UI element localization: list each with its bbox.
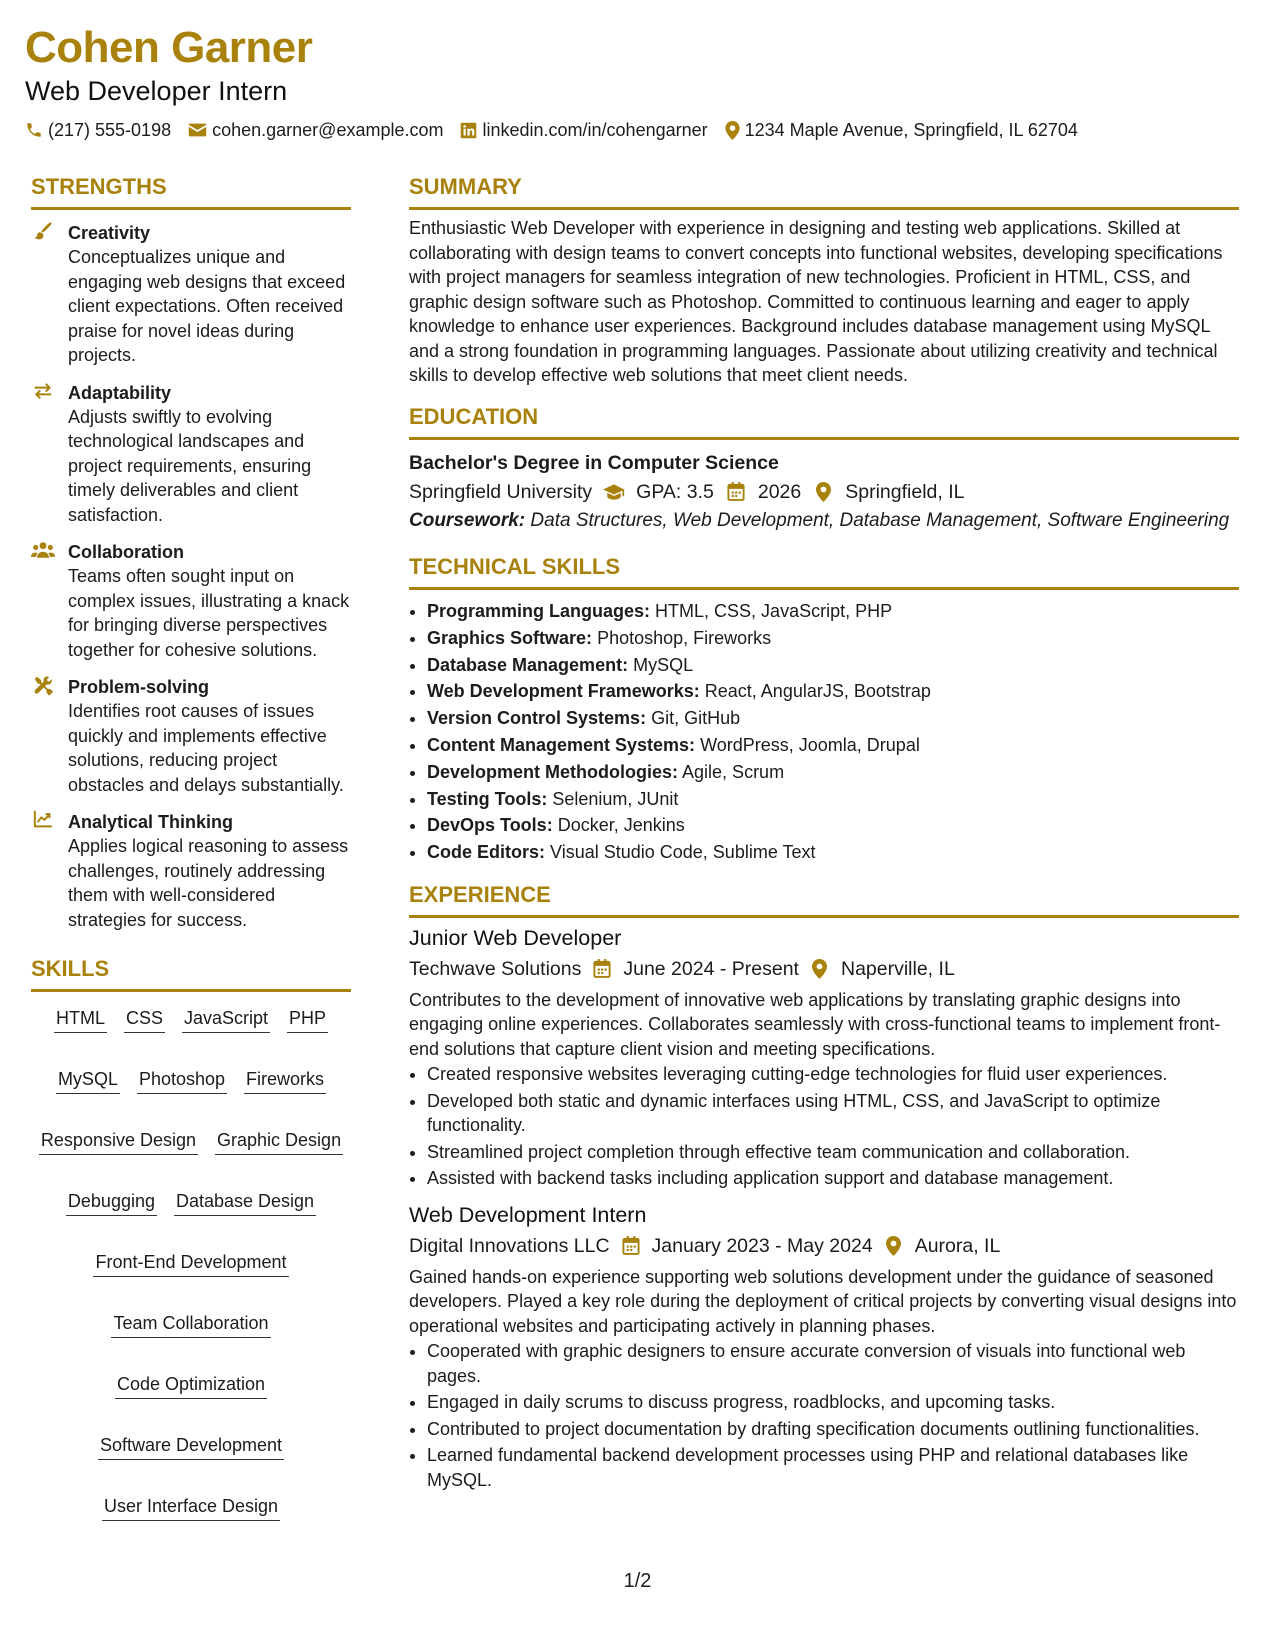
- skill-chip: Debugging: [66, 1189, 157, 1216]
- tech-skill-value: Git, GitHub: [651, 708, 741, 729]
- tech-skill-label: Programming Languages:: [427, 601, 651, 621]
- experience-entry: [409, 924, 1239, 1191]
- list-item: [427, 625, 1239, 652]
- tech-skill-value: React, AngularJS, Bootstrap: [704, 681, 931, 702]
- school-name: Springfield University: [409, 480, 593, 503]
- list-item: • Created responsive websites leveraging cutting-edge technologies for fluid user experiences.: [427, 1062, 1239, 1087]
- strength-desc: Teams often sought input on complex issues, illustrating a knack for bringing diverse perspectives together for cohesive solutions.: [68, 566, 350, 660]
- job-description: Gained hands-on experience supporting web solutions development under the guidance of seasoned developers. Played a key role during the deployment of critical projects by converting visual designs into operational websites and participating actively in planning phases.: [409, 1266, 1237, 1336]
- strength-item: [31, 221, 351, 368]
- tools-icon: [31, 675, 55, 699]
- contact-row: [25, 118, 1078, 142]
- section-divider: [409, 587, 1239, 590]
- tech-skill-label: Version Control Systems:: [427, 708, 647, 729]
- company-name: Techwave Solutions: [409, 957, 582, 980]
- list-item: [427, 652, 1239, 679]
- skill-chip: Database Design: [174, 1189, 316, 1216]
- summary-heading: SUMMARY: [409, 174, 522, 199]
- section-divider: [409, 915, 1239, 918]
- strength-item: [31, 675, 351, 797]
- strength-title: Creativity: [68, 223, 151, 243]
- job-title: Web Development Intern: [409, 1202, 647, 1227]
- coursework: [409, 509, 1239, 534]
- strength-item: [31, 540, 351, 662]
- list-item: [427, 705, 1239, 732]
- contact-linkedin-text: linkedin.com/in/cohengarner: [482, 120, 708, 140]
- section-divider: [409, 207, 1239, 210]
- job-meta: [409, 955, 1239, 983]
- tech-skill-label: DevOps Tools:: [427, 815, 553, 836]
- skill-chip: MySQL: [56, 1067, 120, 1094]
- skill-chip: Team Collaboration: [111, 1311, 270, 1338]
- contact-address-text: 1234 Maple Avenue, Springfield, IL 62704: [744, 120, 1078, 140]
- list-item: • Developed both static and dynamic interfaces using HTML, CSS, and JavaScript to optimize functionality.: [427, 1089, 1239, 1138]
- job-location: Aurora, IL: [914, 1234, 1001, 1257]
- graduation-cap-icon: [603, 483, 625, 501]
- strengths-heading: STRENGTHS: [31, 174, 167, 199]
- tech-skill-value: Docker, Jenkins: [557, 815, 685, 836]
- skill-chip: Code Optimization: [115, 1372, 267, 1399]
- skills-heading: SKILLS: [31, 956, 110, 981]
- candidate-name: Cohen Garner: [25, 23, 313, 72]
- skill-chip: Graphic Design: [215, 1128, 343, 1155]
- graduation-year: 2026: [757, 480, 802, 503]
- list-item: [427, 598, 1239, 625]
- contact-phone-text: (217) 555-0198: [48, 120, 172, 140]
- tech-skill-label: Web Development Frameworks:: [427, 681, 700, 702]
- tech-skill-value: HTML, CSS, JavaScript, PHP: [655, 601, 893, 621]
- list-item: [427, 759, 1239, 786]
- paintbrush-icon: [31, 221, 55, 245]
- gpa-value: GPA: 3.5: [636, 480, 714, 503]
- skill-chip: PHP: [287, 1006, 328, 1033]
- chart-line-icon: [31, 810, 55, 834]
- calendar-icon: [725, 482, 747, 501]
- strength-title: Adaptability: [68, 382, 172, 403]
- right-column: [409, 172, 1239, 1494]
- strength-title: Collaboration: [68, 542, 184, 562]
- job-description: Contributes to the development of innovative web applications by translating graphic designs into engaging online experiences. Collaborates seamlessly with cross-functional teams to implement front-end solutions that capture client vision and meeting specifications.: [409, 989, 1221, 1059]
- experience-entry: [409, 1201, 1239, 1493]
- coursework-list: Data Structures, Web Development, Database Management, Software Engineering: [530, 509, 1230, 531]
- job-dates: June 2024 - Present: [623, 957, 799, 980]
- coursework-label: Coursework:: [409, 509, 526, 531]
- list-item: [427, 732, 1239, 759]
- company-name: Digital Innovations LLC: [409, 1234, 610, 1257]
- contact-linkedin[interactable]: [460, 118, 707, 142]
- experience-heading: EXPERIENCE: [409, 881, 551, 907]
- education-meta: [409, 478, 1239, 506]
- list-item: • Learned fundamental backend development processes using PHP and relational databases like MySQL.: [427, 1443, 1239, 1492]
- contact-email-text: cohen.garner@example.com: [212, 120, 444, 140]
- list-item: • Assisted with backend tasks including application support and database management.: [427, 1166, 1239, 1191]
- location-pin-icon: [725, 121, 740, 140]
- tech-skill-label: Development Methodologies:: [427, 761, 679, 782]
- skill-chip: User Interface Design: [102, 1494, 280, 1521]
- skill-chip: JavaScript: [182, 1006, 270, 1033]
- skills-list: [31, 1006, 351, 1521]
- section-divider: [409, 437, 1239, 440]
- strength-desc: Adjusts swiftly to evolving technological landscapes and project requirements, ensuring timely deliverables and client satisfaction.: [68, 406, 312, 525]
- calendar-icon: [591, 959, 613, 978]
- skill-chip: Photoshop: [137, 1067, 227, 1094]
- tech-skill-label: Code Editors:: [427, 842, 546, 863]
- candidate-title: Web Developer Intern: [25, 76, 288, 106]
- tech-skill-value: WordPress, Joomla, Drupal: [700, 734, 920, 755]
- technical-skills-list: [409, 598, 1239, 866]
- location-pin-icon: [812, 482, 834, 502]
- summary-text: Enthusiastic Web Developer with experience in designing and testing web applications. Skilled at collaborating with design teams to convert concepts into functional websites, developing specifications with project managers for seamless integration of new technologies. Proficient in HTML, CSS, and graphic design software such as Photoshop. Committed to continuous learning and eager to apply knowledge to enhance user experiences. Background includes database management using MySQL and a strong foundation in programming languages. Passionate about utilizing creativity and technical skills to develop effective web solutions that meet client needs.: [409, 218, 1223, 385]
- list-item: • Contributed to project documentation by drafting specification documents outlining functionalities.: [427, 1417, 1239, 1442]
- skill-chip: Fireworks: [244, 1067, 326, 1094]
- strength-title: Problem-solving: [68, 677, 210, 697]
- job-dates: January 2023 - May 2024: [651, 1234, 873, 1257]
- strength-title: Analytical Thinking: [68, 812, 234, 832]
- section-divider: [31, 207, 351, 210]
- strength-desc: Conceptualizes unique and engaging web designs that exceed client expectations. Often received praise for novel ideas during projects.: [68, 247, 346, 365]
- tech-skill-label: Database Management:: [427, 654, 629, 675]
- location-pin-icon: [809, 959, 831, 979]
- education-heading: EDUCATION: [409, 403, 539, 429]
- job-bullets: [409, 1339, 1239, 1492]
- job-meta: [409, 1232, 1239, 1260]
- list-item: [427, 786, 1239, 813]
- linkedin-icon: [460, 122, 477, 139]
- strength-item: [31, 381, 351, 528]
- phone-icon: [25, 121, 43, 139]
- page-number: 1/2: [623, 1570, 652, 1592]
- tech-skill-value: Visual Studio Code, Sublime Text: [550, 842, 816, 863]
- contact-phone[interactable]: [25, 118, 171, 142]
- tech-skill-value: Agile, Scrum: [682, 761, 785, 782]
- list-item: [427, 839, 1239, 866]
- list-item: • Cooperated with graphic designers to ensure accurate conversion of visuals into functional web pages.: [427, 1339, 1239, 1388]
- skill-chip: Software Development: [98, 1433, 284, 1460]
- list-item: [427, 812, 1239, 839]
- job-location: Naperville, IL: [840, 957, 955, 980]
- tech-skill-value: Selenium, JUnit: [552, 788, 679, 809]
- skill-chip: CSS: [124, 1006, 165, 1033]
- list-item: • Engaged in daily scrums to discuss progress, roadblocks, and upcoming tasks.: [427, 1390, 1239, 1415]
- skill-chip: HTML: [54, 1006, 107, 1033]
- envelope-icon: [188, 122, 207, 138]
- strength-desc: Identifies root causes of issues quickly and implements effective solutions, reducing project obstacles and delays substantially.: [68, 701, 344, 795]
- section-divider: [31, 989, 351, 992]
- contact-email[interactable]: [188, 118, 443, 142]
- list-item: • Streamlined project completion through effective team communication and collaboration.: [427, 1140, 1239, 1165]
- job-title: Junior Web Developer: [409, 925, 622, 950]
- job-bullets: [409, 1062, 1239, 1191]
- degree-name: Bachelor's Degree in Computer Science: [409, 451, 779, 474]
- school-location: Springfield, IL: [845, 480, 965, 503]
- tech-skill-label: Testing Tools:: [427, 788, 548, 809]
- location-pin-icon: [883, 1236, 905, 1256]
- contact-address: [725, 118, 1078, 142]
- tech-skill-label: Content Management Systems:: [427, 734, 696, 755]
- users-icon: [31, 540, 55, 564]
- list-item: [427, 678, 1239, 705]
- technical-skills-heading: TECHNICAL SKILLS: [409, 554, 621, 579]
- calendar-icon: [620, 1236, 642, 1255]
- left-column: [31, 172, 351, 1521]
- strength-desc: Applies logical reasoning to assess challenges, routinely addressing them with well-considered strategies for success.: [68, 836, 349, 930]
- arrows-exchange-icon: [31, 381, 55, 405]
- skill-chip: Responsive Design: [39, 1128, 198, 1155]
- strength-item: [31, 810, 351, 932]
- resume-header: [25, 22, 1078, 142]
- tech-skill-value: MySQL: [633, 654, 694, 675]
- tech-skill-value: Photoshop, Fireworks: [597, 627, 772, 648]
- tech-skill-label: Graphics Software:: [427, 627, 593, 648]
- skill-chip: Front-End Development: [93, 1250, 288, 1277]
